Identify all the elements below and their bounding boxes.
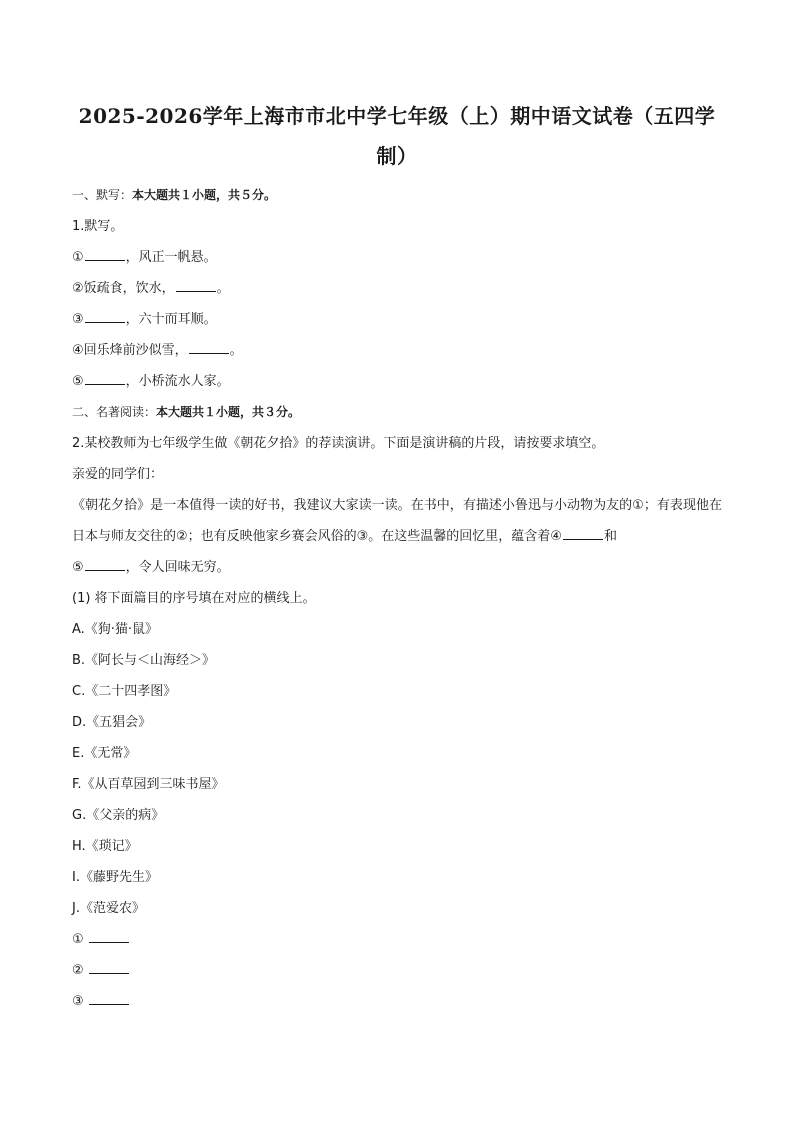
option-item: E.《无常》 xyxy=(72,746,137,761)
answer-blank[interactable] xyxy=(89,928,129,943)
answer-line: ③ xyxy=(72,986,722,1017)
section-2-label: 二、名著阅读： xyxy=(72,405,157,419)
answer-blank[interactable] xyxy=(563,525,603,540)
dictation-item: ②饭疏食，饮水， 。 xyxy=(72,273,722,304)
answer-blank[interactable] xyxy=(85,246,125,261)
answer-blank[interactable] xyxy=(85,308,125,323)
answer-blank[interactable] xyxy=(85,556,125,571)
option-item: J.《范爱农》 xyxy=(72,901,145,916)
sub-question-1: (1) 将下面篇目的序号填在对应的横线上。 xyxy=(72,591,316,606)
dictation-item: ④回乐烽前沙似雪， 。 xyxy=(72,335,722,366)
answer-blank[interactable] xyxy=(89,959,129,974)
section-1-header xyxy=(72,180,722,211)
dictation-item: ⑤ ，小桥流水人家。 xyxy=(72,366,722,397)
section-2-desc: 本大题共１小题，共３分。 xyxy=(156,405,301,419)
answer-blank[interactable] xyxy=(85,370,125,385)
exam-page xyxy=(72,96,722,1017)
section-1-label: 一、默写： xyxy=(72,188,133,202)
option-item: G.《父亲的病》 xyxy=(72,808,165,823)
answer-blank[interactable] xyxy=(189,339,229,354)
section-1-desc: 本大题共１小题，共５分。 xyxy=(132,188,277,202)
question-2-stem: 2.某校教师为七年级学生做《朝花夕拾》的荐读演讲。下面是演讲稿的片段，请按要求填空。 xyxy=(72,436,605,451)
option-item: D.《五猖会》 xyxy=(72,715,152,730)
option-item: F.《从百草园到三味书屋》 xyxy=(72,777,225,792)
exam-title: 2025-2026学年上海市市北中学七年级（上）期中语文试卷（五四学制） xyxy=(78,104,716,168)
option-item: B.《阿长与＜山海经＞》 xyxy=(72,653,216,668)
answer-blank[interactable] xyxy=(176,277,216,292)
section-2-header xyxy=(72,397,722,428)
answer-line: ② xyxy=(72,955,722,986)
question-1-stem: 1.默写。 xyxy=(72,219,124,234)
option-item: A.《狗·猫·鼠》 xyxy=(72,622,159,637)
option-item: C.《二十四孝图》 xyxy=(72,684,177,699)
answer-blank[interactable] xyxy=(89,990,129,1005)
dictation-item: ① ，风正一帆悬。 xyxy=(72,242,722,273)
option-item: H.《琐记》 xyxy=(72,839,138,854)
dictation-item: ③ ，六十而耳顺。 xyxy=(72,304,722,335)
speech-paragraph: 《朝花夕拾》是一本值得一读的好书，我建议大家读一读。在书中，有描述小鲁迅与小动物为友的①；有表现他在日本与师友交往的②；也有反映他家乡赛会风俗的③。在这些温馨的回忆里，蕴含着④ 和 ⑤ ，令人回味无穷。 xyxy=(72,498,722,575)
option-item: I.《藤野先生》 xyxy=(72,870,158,885)
answer-line: ① xyxy=(72,924,722,955)
speech-greeting: 亲爱的同学们： xyxy=(72,467,164,482)
